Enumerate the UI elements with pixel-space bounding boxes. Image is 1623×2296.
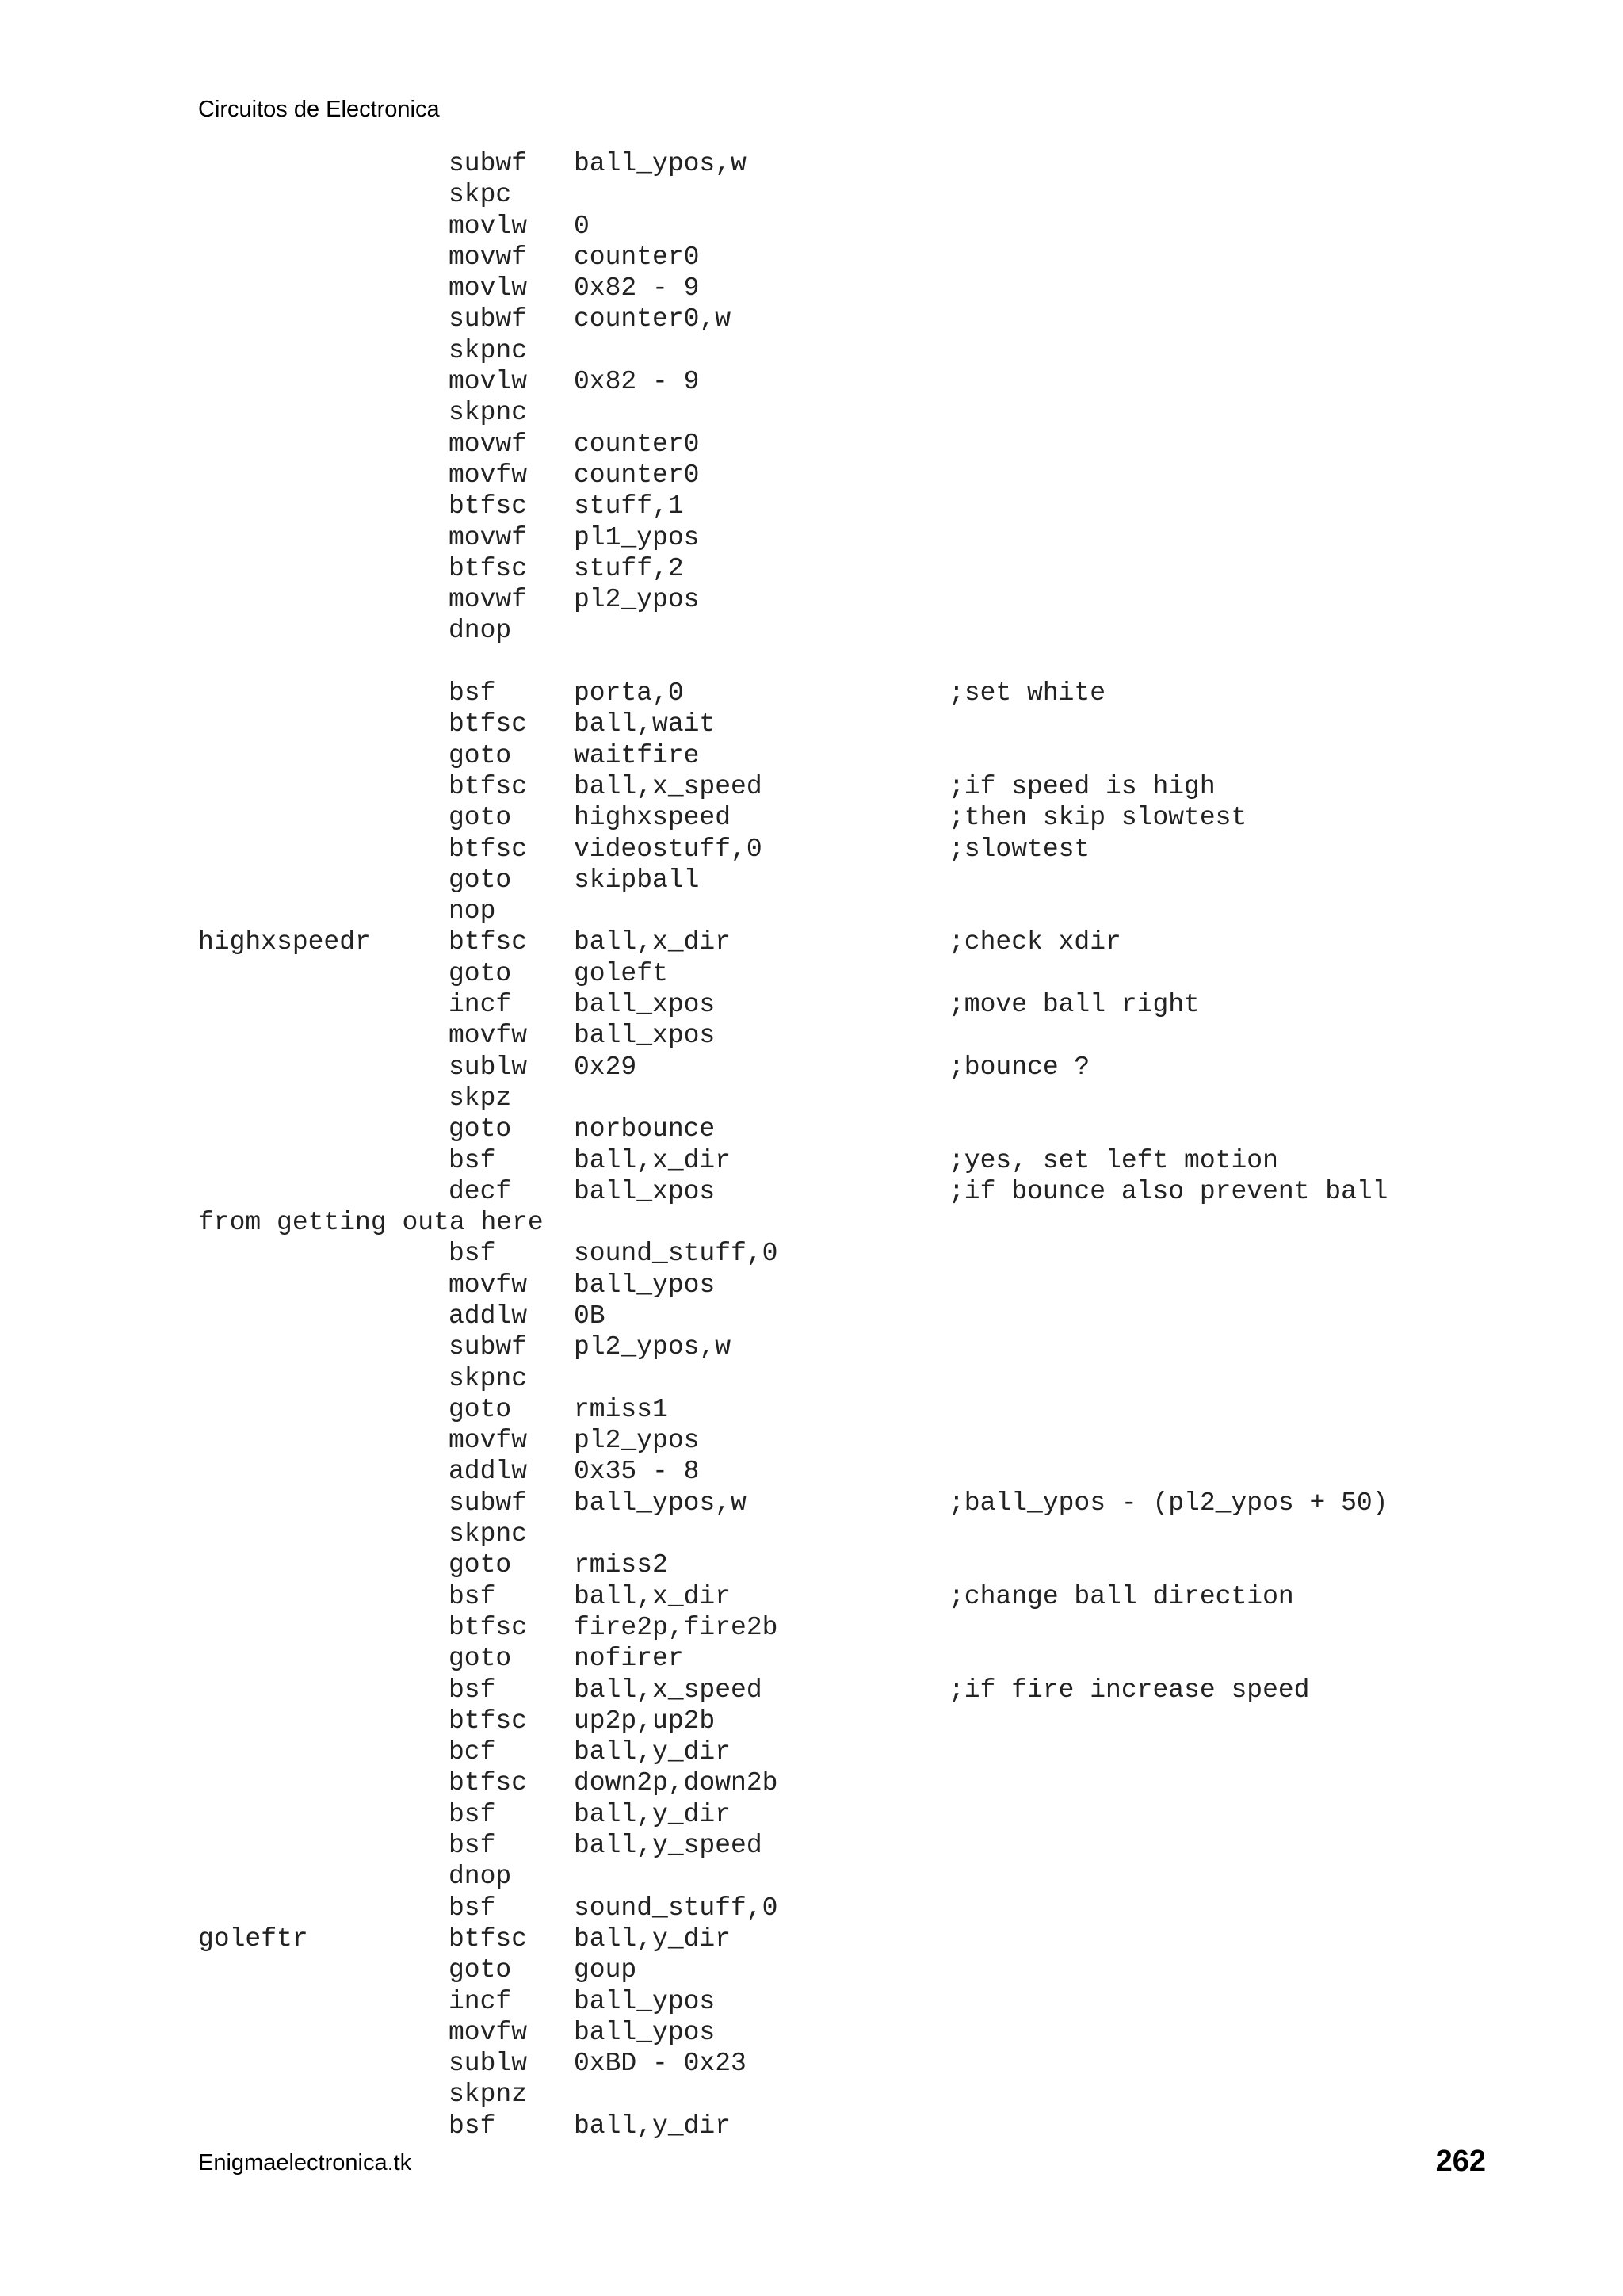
line-operand: 0xBD - 0x23	[574, 2049, 747, 2079]
code-line	[198, 1301, 1545, 1331]
code-line	[198, 1830, 1545, 1861]
line-instruction: subwf	[449, 1332, 528, 1362]
line-instruction: skpnc	[449, 398, 528, 428]
line-instruction: btfsc	[449, 1706, 528, 1736]
line-operand: pl2_ypos	[574, 1426, 700, 1456]
line-operand: counter0	[574, 460, 700, 490]
code-line	[198, 615, 1545, 646]
line-comment: ;then skip slowtest	[949, 803, 1247, 833]
line-operand: 0x35 - 8	[574, 1457, 700, 1487]
code-line	[198, 1176, 1545, 1207]
code-line	[198, 926, 1545, 957]
line-instruction: movwf	[449, 585, 528, 615]
line-instruction: decf	[449, 1176, 512, 1206]
code-line	[198, 1331, 1545, 1362]
line-comment: ;slowtest	[949, 834, 1090, 864]
line-instruction: incf	[449, 990, 512, 1020]
code-line	[198, 179, 1545, 210]
line-operand: up2p,up2b	[574, 1706, 716, 1736]
line-instruction: btfsc	[449, 771, 528, 801]
code-line	[198, 834, 1545, 865]
code-line	[198, 2048, 1545, 2079]
line-instruction: bsf	[449, 678, 496, 709]
line-instruction: btfsc	[449, 1924, 528, 1954]
line-operand: ball,x_dir	[574, 1581, 731, 1611]
code-line	[198, 273, 1545, 304]
line-instruction: skpnc	[449, 335, 528, 365]
line-operand: ball_xpos	[574, 1176, 716, 1206]
line-comment: ;bounce ?	[949, 1052, 1090, 1082]
line-instruction: bsf	[449, 1831, 496, 1861]
line-operand: pl2_ypos	[574, 585, 700, 615]
code-line	[198, 865, 1545, 896]
line-instruction: bsf	[449, 1581, 496, 1611]
code-line	[198, 2111, 1545, 2141]
code-line	[198, 647, 1545, 678]
code-line	[198, 1270, 1545, 1301]
code-line	[198, 740, 1545, 771]
code-line	[198, 2017, 1545, 2048]
line-operand: 0B	[574, 1301, 605, 1331]
line-operand: ball_xpos	[574, 990, 716, 1020]
code-line	[198, 1519, 1545, 1549]
line-instruction: subwf	[449, 149, 528, 178]
code-line	[198, 584, 1545, 615]
line-instruction: subwf	[449, 304, 528, 334]
line-instruction: movfw	[449, 2017, 528, 2047]
line-comment: ;if speed is high	[949, 771, 1216, 801]
line-operand: ball,y_speed	[574, 1831, 762, 1861]
code-line	[198, 1052, 1545, 1083]
code-line	[198, 1238, 1545, 1269]
line-instruction: addlw	[449, 1457, 528, 1487]
comment-continuation: from getting outa here	[198, 1208, 544, 1238]
line-operand: sound_stuff,0	[574, 1239, 778, 1269]
code-line	[198, 211, 1545, 242]
code-line	[198, 989, 1545, 1020]
line-instruction: movwf	[449, 522, 528, 552]
line-operand: pl2_ypos,w	[574, 1332, 731, 1362]
line-operand: ball_ypos,w	[574, 1488, 747, 1518]
line-instruction: skpnc	[449, 1363, 528, 1393]
line-operand: ball_ypos	[574, 2017, 716, 2047]
line-instruction: goto	[449, 865, 512, 895]
line-operand: fire2p,fire2b	[574, 1612, 778, 1642]
code-line	[198, 678, 1545, 709]
line-instruction: sublw	[449, 2049, 528, 2079]
code-line	[198, 1394, 1545, 1425]
line-instruction: goto	[449, 958, 512, 988]
line-comment: ;move ball right	[949, 990, 1200, 1020]
line-instruction: btfsc	[449, 1612, 528, 1642]
code-line	[198, 1736, 1545, 1767]
line-operand: norbounce	[574, 1114, 716, 1144]
line-operand: ball,x_dir	[574, 1145, 731, 1175]
line-comment: ;change ball direction	[949, 1581, 1294, 1611]
line-instruction: subwf	[449, 1488, 528, 1518]
line-operand: ball,x_speed	[574, 1675, 762, 1705]
line-operand: ball,x_dir	[574, 927, 731, 957]
line-operand: goup	[574, 1955, 637, 1985]
code-line	[198, 1549, 1545, 1580]
line-comment: ;check xdir	[949, 927, 1121, 957]
line-operand: skipball	[574, 865, 700, 895]
line-instruction: btfsc	[449, 553, 528, 583]
code-line	[198, 771, 1545, 802]
line-instruction: goto	[449, 803, 512, 833]
line-instruction: goto	[449, 1955, 512, 1985]
code-line	[198, 802, 1545, 833]
code-line	[198, 242, 1545, 273]
line-instruction: movfw	[449, 460, 528, 490]
line-instruction: movfw	[449, 1426, 528, 1456]
line-instruction: bsf	[449, 1239, 496, 1269]
line-operand: sound_stuff,0	[574, 1893, 778, 1923]
line-instruction: goto	[449, 1114, 512, 1144]
code-line	[198, 148, 1545, 179]
line-instruction: movfw	[449, 1270, 528, 1300]
line-instruction: btfsc	[449, 491, 528, 521]
line-operand: stuff,1	[574, 491, 684, 521]
code-line	[198, 1083, 1545, 1114]
code-line	[198, 958, 1545, 989]
line-operand: ball_ypos	[574, 1270, 716, 1300]
page-number: 262	[1435, 2145, 1486, 2178]
line-instruction: goto	[449, 740, 512, 770]
code-line	[198, 1643, 1545, 1674]
page-header: Circuitos de Electronica	[198, 97, 440, 122]
line-comment: ;ball_ypos - (pl2_ypos + 50)	[949, 1488, 1388, 1518]
line-operand: counter0,w	[574, 304, 731, 334]
line-instruction: skpnz	[449, 2080, 528, 2110]
line-operand: 0x82 - 9	[574, 367, 700, 397]
line-instruction: goto	[449, 1550, 512, 1580]
line-operand: goleft	[574, 958, 668, 988]
line-operand: ball,y_dir	[574, 1737, 731, 1767]
line-instruction: skpc	[449, 180, 512, 210]
line-instruction: dnop	[449, 1862, 512, 1892]
code-line	[198, 1145, 1545, 1176]
code-line	[198, 335, 1545, 366]
line-operand: ball_ypos	[574, 1986, 716, 2016]
line-operand: down2p,down2b	[574, 1768, 778, 1798]
code-line	[198, 1020, 1545, 1051]
line-instruction: movwf	[449, 429, 528, 459]
line-instruction: nop	[449, 896, 496, 926]
line-operand: ball,y_dir	[574, 1799, 731, 1829]
code-line	[198, 366, 1545, 397]
line-operand: porta,0	[574, 678, 684, 709]
code-line	[198, 2079, 1545, 2110]
code-line	[198, 1767, 1545, 1798]
line-instruction: movlw	[449, 211, 528, 241]
code-line	[198, 1207, 1545, 1238]
line-label: highxspeedr	[198, 927, 371, 957]
line-instruction: dnop	[449, 616, 512, 646]
line-instruction: bsf	[449, 2111, 496, 2141]
line-instruction: skpnc	[449, 1519, 528, 1549]
code-line	[198, 1488, 1545, 1519]
line-instruction: btfsc	[449, 927, 528, 957]
code-line	[198, 896, 1545, 926]
line-instruction: bsf	[449, 1145, 496, 1175]
line-operand: nofirer	[574, 1644, 684, 1674]
code-line	[198, 397, 1545, 428]
line-instruction: addlw	[449, 1301, 528, 1331]
line-operand: stuff,2	[574, 553, 684, 583]
code-line	[198, 1114, 1545, 1144]
line-instruction: movlw	[449, 367, 528, 397]
code-line	[198, 1581, 1545, 1612]
code-line	[198, 1924, 1545, 1954]
code-line	[198, 709, 1545, 739]
code-line	[198, 491, 1545, 521]
line-operand: 0x29	[574, 1052, 637, 1082]
line-instruction: btfsc	[449, 834, 528, 864]
line-comment: ;yes, set left motion	[949, 1145, 1278, 1175]
code-line	[198, 1706, 1545, 1736]
line-operand: rmiss2	[574, 1550, 668, 1580]
line-instruction: incf	[449, 1986, 512, 2016]
line-instruction: movlw	[449, 273, 528, 304]
line-operand: ball_xpos	[574, 1021, 716, 1051]
line-operand: counter0	[574, 242, 700, 272]
line-operand: pl1_ypos	[574, 522, 700, 552]
code-line	[198, 460, 1545, 491]
line-operand: counter0	[574, 429, 700, 459]
code-line	[198, 1675, 1545, 1706]
code-line	[198, 522, 1545, 553]
line-comment: ;set white	[949, 678, 1106, 709]
line-operand: 0x82 - 9	[574, 273, 700, 304]
code-line	[198, 1893, 1545, 1924]
footer-site: Enigmaelectronica.tk	[198, 2150, 412, 2176]
code-line	[198, 1456, 1545, 1487]
code-line	[198, 1363, 1545, 1394]
code-line	[198, 553, 1545, 584]
line-instruction: bsf	[449, 1799, 496, 1829]
line-instruction: btfsc	[449, 709, 528, 739]
line-label: goleftr	[198, 1924, 308, 1954]
code-listing	[198, 148, 1545, 2141]
code-line	[198, 304, 1545, 334]
line-operand: ball,y_dir	[574, 1924, 731, 1954]
line-instruction: bsf	[449, 1675, 496, 1705]
line-operand: ball,y_dir	[574, 2111, 731, 2141]
code-line	[198, 1425, 1545, 1456]
line-operand: ball,x_speed	[574, 771, 762, 801]
code-line	[198, 1954, 1545, 1985]
line-comment: ;if bounce also prevent ball	[949, 1176, 1388, 1206]
line-operand: 0	[574, 211, 590, 241]
code-line	[198, 1612, 1545, 1643]
line-instruction: movfw	[449, 1021, 528, 1051]
line-comment: ;if fire increase speed	[949, 1675, 1310, 1705]
line-operand: rmiss1	[574, 1394, 668, 1424]
code-line	[198, 429, 1545, 460]
line-instruction: goto	[449, 1644, 512, 1674]
code-line	[198, 1861, 1545, 1892]
code-line	[198, 1799, 1545, 1830]
line-instruction: bcf	[449, 1737, 496, 1767]
line-instruction: goto	[449, 1394, 512, 1424]
line-operand: waitfire	[574, 740, 700, 770]
line-instruction: sublw	[449, 1052, 528, 1082]
line-operand: ball_ypos,w	[574, 149, 747, 178]
code-line	[198, 1986, 1545, 2017]
line-instruction: bsf	[449, 1893, 496, 1923]
line-operand: videostuff,0	[574, 834, 762, 864]
line-instruction: btfsc	[449, 1768, 528, 1798]
line-operand: highxspeed	[574, 803, 731, 833]
line-instruction: skpz	[449, 1083, 512, 1113]
line-operand: ball,wait	[574, 709, 716, 739]
line-instruction: movwf	[449, 242, 528, 272]
